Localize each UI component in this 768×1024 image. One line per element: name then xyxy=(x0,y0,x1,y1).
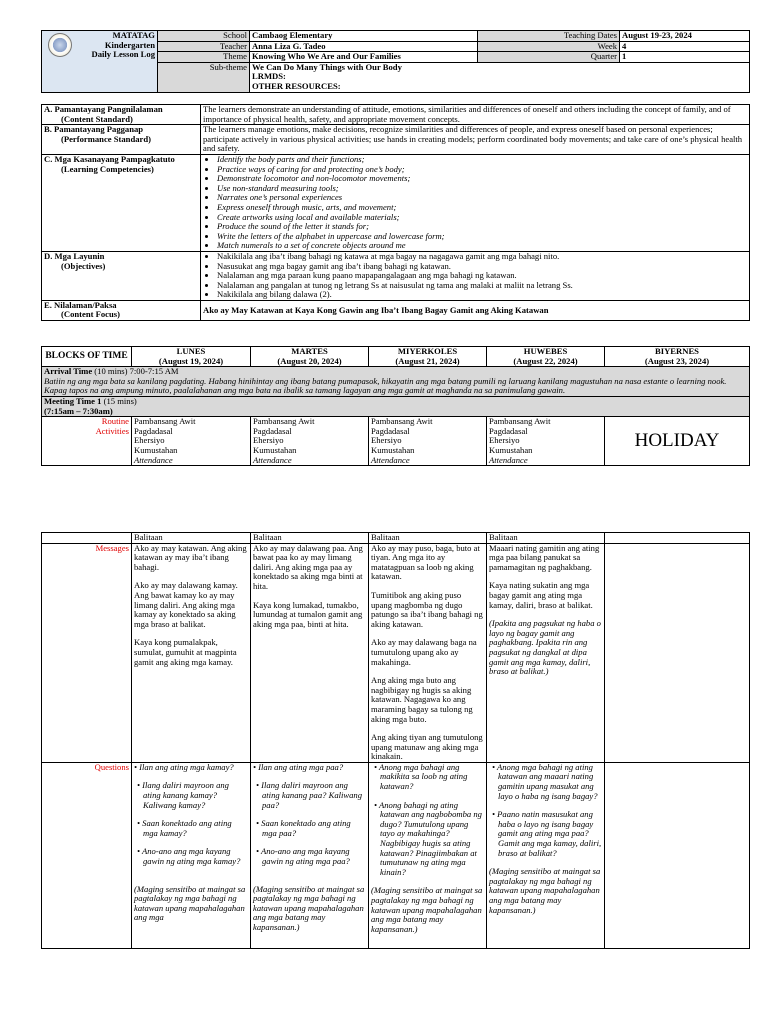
routine-tuesday: Pambansang Awit Pagdadasal Ehersiyo Kumustahan Attendance xyxy=(251,417,369,466)
days-header-row xyxy=(42,347,750,367)
teacher-value: Anna Liza G. Tadeo xyxy=(250,41,478,52)
quarter-label: Quarter xyxy=(478,52,620,63)
questions-label: Questions xyxy=(42,762,132,948)
list-item: • Nasusukat ang mga bagay gamit ang iba’t ibang bahagi ng katawan. xyxy=(217,262,747,272)
content-standard-title: A. Pamantayang Pangnilalaman xyxy=(44,104,163,114)
list-item: • Produce the sound of the letter it stands for; xyxy=(217,222,747,232)
questions-wednesday: • Anong mga bahagi ang makikita sa loob ng ating katawan? • Anong bahagi ng ating katawan ang nagbobomba ng dugo? Tumutulong upang tayo ay makahinga? Nagbibigay hugis sa ating katawan? Pinagiimbakan at tumutunaw ng ating mga kinain? (Maging sensitibo at maingat sa pagtalakay ng mga bahagi ng katawan upang mapahalagahan ang mga batang may kapansanan.) xyxy=(369,762,487,948)
other-resources-label: OTHER RESOURCES: xyxy=(250,82,750,92)
competencies-sub: (Learning Competencies) xyxy=(61,163,154,174)
routine-monday: Pambansang Awit Pagdadasal Ehersiyo Kumustahan Attendance xyxy=(132,417,251,466)
day-header-friday: BIYERNES (August 23, 2024) xyxy=(605,347,750,367)
list-item: • Use non-standard measuring tools; xyxy=(217,184,747,194)
messages-wednesday: Ako ay may puso, baga, buto at tiyan. Ang mga ito ay matatagpuan sa loob ng aking katawan. Tumitibok ang aking puso upang magbomba ng dugo patungo sa iba’t ibang bahagi ng aking katawan. Ako ay may dalawang baga na tumutulong upang ako ay makahinga. Ang aking mga buto ang nagbibigay ng hugis sa aking katawan. Nagagawa ko ang maraming bagay sa tulong ng aking mga buto. Ang aking tiyan ang tumutulong upang matunaw ang aking mga kinakain. xyxy=(369,543,487,762)
routine-wednesday: Pambansang Awit Pagdadasal Ehersiyo Kumustahan Attendance xyxy=(369,417,487,466)
list-item: • Demonstrate locomotor and non-locomotor movements; xyxy=(217,174,747,184)
messages-questions-table xyxy=(41,532,750,949)
content-focus-sub: (Content Focus) xyxy=(61,309,120,320)
content-standard-text: The learners demonstrate an understanding of attitude, emotions, similarities and differences of oneself and others including the concept of family, and of importance of physical health, safety, and appropriate movement concepts. xyxy=(201,105,750,125)
objectives-title: D. Mga Layunin xyxy=(44,251,105,261)
school-label: School xyxy=(158,31,250,42)
list-item: • Nalalaman ang pangalan at tunog ng letrang Ss at naisusulat ng tama ang malaki at maliit na letrang Ss. xyxy=(217,281,747,291)
balitaan-thursday: Balitaan xyxy=(487,533,605,544)
arrival-time-range: (10 mins) 7:00-7:15 AM xyxy=(94,366,179,377)
teaching-dates-label: Teaching Dates xyxy=(478,31,620,42)
list-item: • Express oneself through music, arts, and movement; xyxy=(217,203,747,213)
day-header-monday: LUNES (August 19, 2024) xyxy=(132,347,251,367)
messages-row xyxy=(42,543,750,762)
arrival-time-cell xyxy=(42,367,750,397)
week-label: Week xyxy=(478,41,620,52)
performance-standard-sub: (Performance Standard) xyxy=(61,133,151,144)
list-item: • Write the letters of the alphabet in uppercase and lowercase form; xyxy=(217,232,747,242)
matatag-label: MATATAG xyxy=(112,30,155,40)
blocks-of-time-label: BLOCKS OF TIME xyxy=(42,347,132,367)
questions-thursday: • Anong mga bahagi ng ating katawan ang maaari nating gamitin upang masukat ang layo o haba ng isang bagay? • Paano natin masusukat ang haba o layo ng isang bagay gamit ang ating mga paa? Gamit ang mga kamay, daliri, braso at balikat? (Maging sensitibo at maingat sa pagtalakay ng mga bahagi ng katawan upang mapahalagahan ang mga batang may kapansanan.) xyxy=(487,762,605,948)
meeting-time-title: Meeting Time 1 xyxy=(44,396,102,406)
content-focus-row xyxy=(42,300,750,320)
routine-row xyxy=(42,417,750,466)
lrmds-label: LRMDS: xyxy=(250,72,750,82)
messages-tuesday: Ako ay may dalawang paa. Ang bawat paa ko ay may limang daliri. Ang aking mga paa ay konektado sa aking mga binti at hita. Kaya kong lumakad, tumakbo, lumundag at tumalon gamit ang aking mga paa, binti at hita. xyxy=(251,543,369,762)
list-item: • Narrates one’s personal experiences xyxy=(217,193,747,203)
theme-value: Knowing Who We Are and Our Families xyxy=(250,52,478,63)
balitaan-tuesday: Balitaan xyxy=(251,533,369,544)
quarter-value: 1 xyxy=(620,52,750,63)
meeting-time-cell xyxy=(42,396,750,416)
doc-type-label: Daily Lesson Log xyxy=(91,49,155,60)
content-focus-title: E. Nilalaman/Paksa xyxy=(44,300,117,310)
header-table xyxy=(41,30,750,93)
objectives-list xyxy=(203,252,747,300)
content-focus-text: Ako ay May Katawan at Kaya Kong Gawin ang Iba’t Ibang Bagay Gamit ang Aking Katawan xyxy=(201,300,750,320)
list-item: • Practice ways of caring for and protecting one’s body; xyxy=(217,165,747,175)
day-header-wednesday: MIYERKOLES (August 21, 2024) xyxy=(369,347,487,367)
theme-label: Theme xyxy=(158,52,250,63)
competencies-title: C. Mga Kasanayang Pampagkatuto xyxy=(44,154,175,164)
performance-standard-row xyxy=(42,125,750,155)
subtheme-value: We Can Do Many Things with Our Body xyxy=(250,62,750,72)
subtheme-label: Sub-theme xyxy=(158,62,250,92)
header-school-block xyxy=(42,31,158,93)
messages-monday: Ako ay may katawan. Ang aking katawan ay may iba’t ibang bahagi. Ako ay may dalawang kamay. Ang bawat kamay ko ay may limang daliri. Ang aking mga kamay ay konektado sa aking mga braso at balikat. Kaya kong pumalakpak, sumulat, gumuhit at magpinta gamit ang aking mga kamay. xyxy=(132,543,251,762)
arrival-time-title: Arrival Time xyxy=(44,366,93,377)
arrival-time-row xyxy=(42,367,750,397)
holiday-label: HOLIDAY xyxy=(605,417,750,466)
messages-thursday: Maaari nating gamitin ang ating mga paa bilang panukat sa pamamagitan ng paghakbang. Kaya nating sukatin ang mga bagay gamit ang ating mga kamay, daliri, braso at balikat. (Ipakita ang pagsukat ng haba o layo ng bagay gamit ang paghakbang. Ipakita rin ang pagsukat ng dangkal at dipa gamit ang mga kamay, daliri, braso at balikat.) xyxy=(487,543,605,762)
balitaan-row xyxy=(42,533,750,544)
arrival-time-text: Batiin ng ang mga bata sa kanilang pagdating. Habang hinihintay ang ibang batang pumapasok, hikayatin ang mga batang pumili ng laruang kanilang magustuhan na nasa estante o learning nook. Kapag tapos na ang ampung minuto, paalalahanan ang mga bata na ibalik sa tamang lagayan ang mga gamit at maghanda na sa panimulang gawain. xyxy=(44,375,727,396)
competencies-list xyxy=(203,155,747,251)
routine-thursday: Pambansang Awit Pagdadasal Ehersiyo Kumustahan Attendance xyxy=(487,417,605,466)
performance-standard-text: The learners manage emotions, make decisions, recognize similarities and differences of people, and express oneself based on personal experiences; participate actively in various physical activities; use hands in creating models; perform coordinated body movements; and take care of one’s physical health and safety. xyxy=(201,125,750,155)
objectives-row xyxy=(42,251,750,300)
deped-seal-icon xyxy=(48,33,72,57)
balitaan-monday: Balitaan xyxy=(132,533,251,544)
level-label: Kindergarten xyxy=(104,39,155,50)
week-value: 4 xyxy=(620,41,750,52)
teaching-dates-value: August 19-23, 2024 xyxy=(620,31,750,42)
day-header-thursday: HUWEBES (August 22, 2024) xyxy=(487,347,605,367)
list-item: • Identify the body parts and their functions; xyxy=(217,155,747,165)
schedule-table xyxy=(41,346,750,466)
routine-activities-label: Routine Activities xyxy=(42,417,132,466)
list-item: • Match numerals to a set of concrete objects around me xyxy=(217,241,747,251)
performance-standard-title: B. Pamantayang Pagganap xyxy=(44,124,144,135)
list-item: • Nakikilala ang bilang dalawa (2). xyxy=(217,290,747,300)
teacher-label: Teacher xyxy=(158,41,250,52)
balitaan-wednesday: Balitaan xyxy=(369,533,487,544)
meeting-time-row xyxy=(42,396,750,416)
school-value: Cambaog Elementary xyxy=(250,31,478,42)
list-item: • Create artworks using local and available materials; xyxy=(217,213,747,223)
standards-table xyxy=(41,104,750,321)
messages-label: Messages xyxy=(42,543,132,762)
meeting-time-mins: (15 mins) xyxy=(103,396,137,406)
content-standard-sub: (Content Standard) xyxy=(61,113,133,124)
meeting-time-range: (7:15am – 7:30am) xyxy=(44,405,113,416)
list-item: • Nalalaman ang mga paraan kung paano mapapangalagaan ang mga bahagi ng katawan. xyxy=(217,271,747,281)
questions-row xyxy=(42,762,750,948)
competencies-row xyxy=(42,154,750,251)
content-standard-row xyxy=(42,105,750,125)
objectives-sub: (Objectives) xyxy=(61,260,106,271)
questions-tuesday: • Ilan ang ating mga paa? • Ilang daliri mayroon ang ating kanang paa? Kaliwang paa? • Saan konektado ang ating mga paa? • Ano-ano ang mga kayang gawin ng ating mga paa? (Maging sensitibo at maingat sa pagtalakay ng mga bahagi ng katawan upang mapahalagahan ang mga batang may kapansanan.) xyxy=(251,762,369,948)
day-header-tuesday: MARTES (August 20, 2024) xyxy=(251,347,369,367)
list-item: • Nakikilala ang iba’t ibang bahagi ng katawa at mga bagay na nagagawa gamit ang mga bahagi nito. xyxy=(217,252,747,262)
questions-monday: • Ilan ang ating mga kamay? • Ilang daliri mayroon ang ating kanang kamay? Kaliwang kamay? • Saan konektado ang ating mga kamay? • Ano-ano ang mga kayang gawin ng ating mga kamay? (Maging sensitibo at maingat sa pagtalakay ng mga bahagi ng katawan upang mapahalagahan ang mga xyxy=(132,762,251,948)
